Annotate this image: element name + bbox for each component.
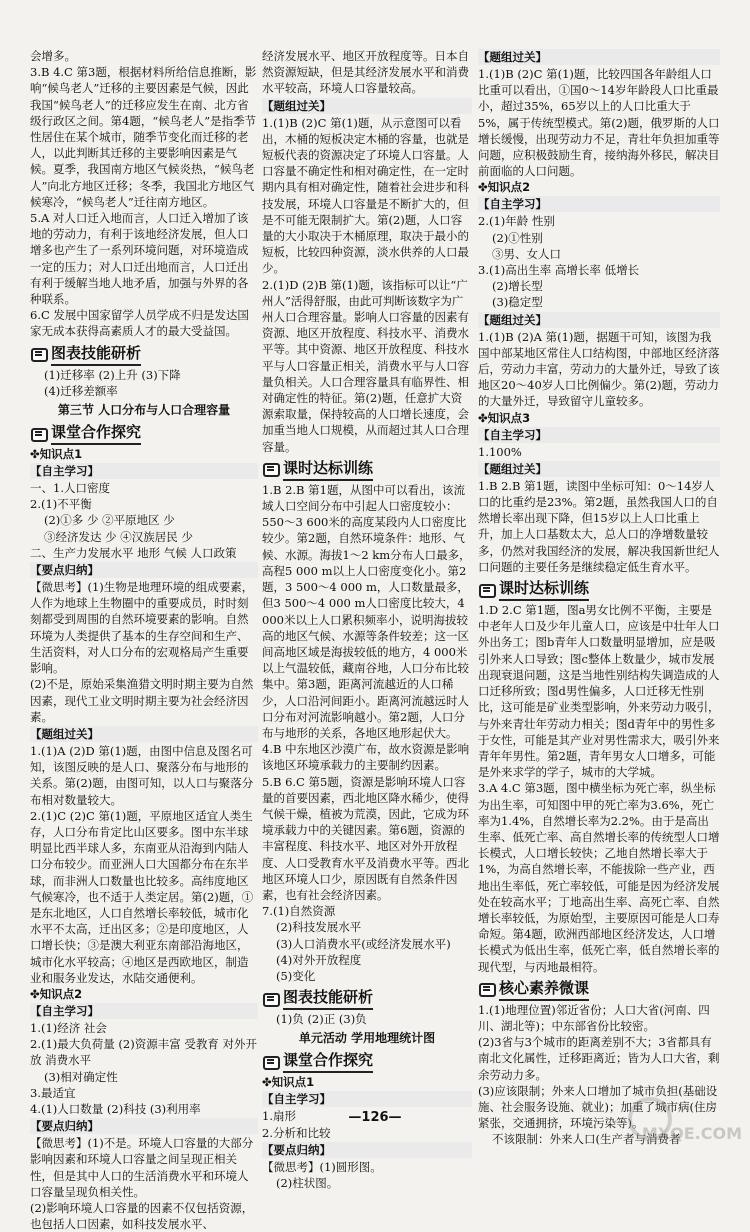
knowledge-point-label: ✤知识点3	[478, 410, 531, 425]
answer-text: 经济发展水平、地区开放程度等。日本自然资源短缺，但是其经济发展水平和消费水平较高，环境人口容量较高。	[262, 49, 469, 96]
bracket-heading: 【要点归纳】	[30, 1118, 258, 1134]
answer-text: 3.(1)高出生率 高增长率 低增长	[478, 263, 640, 278]
column-right	[478, 48, 720, 1148]
answer-text: 1.(1)B (2)C 第(1)题，从示意图可以看出，木桶的短板决定木桶的容量，也就是短板代表的资源决定了环境人口容量。人口容量不确定性和相对确定性，在一定时期内具有相对确定性，随着社会进步和科技发展，环境人口容量是不断扩大的，但是不可能无限制扩大。第(2)题，人口容量的大小取决于木桶原理，取决于最小的短板，比较四种资源，淡水供养的人口最少。	[262, 115, 469, 276]
book-icon	[262, 991, 280, 1006]
answer-text: 4.B 中东地区沙漠广布，故水资源是影响该地区环境承载力的主要制约因素。	[262, 742, 470, 773]
bracket-heading: 【要点归纳】	[262, 1142, 472, 1158]
section-heading-training: 课时达标训练	[262, 457, 472, 481]
answer-text: (5)变化	[276, 968, 316, 983]
book-icon	[478, 582, 496, 597]
bracket-heading: 【自主学习】	[30, 1003, 258, 1019]
answer-text: 【微思考】(1)生物是地理环境的组成要素，人作为地球上生物圈中的重要成员，时时刻刻都受到周围的自然环境要素的影响。自然环境为人类提供了基本的生存空间和生产、生活资料，对人口分布的宏观格局产生重要影响。	[30, 580, 254, 676]
section-heading-training: 课时达标训练	[478, 577, 720, 601]
answer-text: (2)①性别	[492, 230, 543, 245]
section-heading-chart-skills: 图表技能研析	[262, 986, 472, 1010]
answer-text: (4)对外开放程度	[276, 952, 362, 967]
answer-text: (3)相对确定性	[44, 1069, 118, 1084]
answer-text: 不该限制：外来人口(生产者与消费者	[492, 1132, 681, 1147]
bracket-heading: 【自主学习】	[262, 1091, 472, 1107]
knowledge-point-label: ✤知识点1	[30, 447, 83, 462]
answer-text: (2)影响环境人口容量的因素不仅包括资源，也包括人口因素，如科技发展水平、	[30, 1200, 254, 1232]
bracket-heading: 【自主学习】	[478, 427, 720, 443]
answer-text: (3)稳定型	[492, 295, 543, 310]
answer-text: 1.100%	[478, 444, 522, 459]
answer-text: ③男、女人口	[492, 246, 561, 261]
answer-text: 2.(1)不平衡	[30, 497, 92, 512]
answer-text: 1.(1)B (2)C 第(1)题，比较四国各年龄组人口比重可以看出，①国0～14岁年龄段人口比重最小，超过35%，65岁以上的人口比重大于5%，属于传统型模式。第(2)题，俄罗斯的人口增长缓慢，出现劳动力不足，青壮年负担加重等问题，应积极鼓励生育，接纳海外移民，解决目前面临的人口问题。	[478, 67, 720, 179]
section-heading-core-literacy: 核心素养微课	[478, 977, 720, 1001]
answer-text: 3.B 4.C 第3题，根据材料所给信息推断，影响“候鸟老人”迁移的主要因素是气候，因此我国“候鸟老人”的迁移应发生在南、北方省级行政区之间。第4题，“候鸟老人”是指季节性居住在某个城市，随季节变化而迁移的老人，以此判断其迁移的主要影响因素是气候。夏季，我国南方地区气候炎热，“候鸟老人”向北方地区迁移；冬季，我国北方地区气候寒冷，“候鸟老人”迁往南方地区。	[30, 65, 257, 209]
answer-text: 二、生产力发展水平 地形 气候 人口政策	[30, 545, 237, 560]
bracket-heading: 【题组过关】	[478, 461, 720, 477]
bracket-heading: 【自主学习】	[30, 463, 258, 479]
answer-text: 1.B 2.B 第1题，从图中可以看出，该流域人口空间分布中引起人口密度较小：550～3 600米的高度某段内人口密度比较少。第2题，自然环境条件：地形、气候、水源。海拔1～2 km分布人口最多，高程5 000 m以上人口密度变化小。第2题，3 500～4 000 m，人口数量最多，但3 500～4 000 m人口密度比较大，4 000米以上人口累积频率小，说明海拔较高的地区气候、水源等条件较差；这一区间高地区域是海拔较低的地方，4 000米以上气温较低，藏南谷地，人口分布比较集中。第3题，距离河流越近的人口稀少，人口沿河间距小。距离河流越远时人口分布对河流影响越小。第2题，人口分布与地形的关系，各地区地形起伏大。	[262, 482, 471, 740]
section-heading-class-inquiry: 课堂合作探究	[30, 421, 258, 445]
bracket-heading: 【题组过关】	[478, 312, 720, 328]
answer-text: 2.(1)年龄 性别	[478, 214, 555, 229]
knowledge-point-label: ✤知识点2	[30, 986, 83, 1001]
watermark-logo	[620, 1093, 742, 1143]
watermark-text: MXQE.COM	[641, 1124, 742, 1143]
column-middle	[262, 48, 472, 1191]
answer-text: 1.(1)A (2)D 第(1)题，由图中信息及图名可知，该图反映的是人口、聚落分布与地形的关系。第(2)题，由图可知，以人口与聚落分布相对数量较大。	[30, 743, 254, 807]
bracket-heading: 【题组过关】	[30, 726, 258, 742]
answer-text: (1)负 (2)正 (3)负	[276, 1012, 367, 1027]
answer-text: 1.(1)经济 社会	[30, 1020, 107, 1035]
answer-text: (2)科技发展水平	[276, 920, 362, 935]
answer-text: 5.B 6.C 第5题，资源是影响环境人口容量的首要因素，西北地区降水稀少，使得气候干燥，植被为荒漠，因此，它成为环境承载力中的关键因素。第6题，资源的丰富程度、科技水平、地区对外开放程度、人口受教育水平及消费水平等。西北地区环境人口少，原因既有自然条件因素，也有社会经济因素。	[262, 774, 469, 902]
answer-text: 2.(1)D (2)B 第(1)题，该指标可以让“广州人”活得舒服，由此可判断该数字为广州人口合理容量。影响人口容量的因素有资源、地区开放程度、科技水平、消费水平等。其中资源、地区开放程度、科技水平与人口容量正相关，消费水平与人口容量负相关。人口合理容量具有临界性、相对确定性的特征。第(2)题，任意扩大资源索取量，保持较高的人口增长速度，会加重当地人口规模，从而超过其人口合理容量。	[262, 277, 469, 454]
answer-text: (2)①多 少 ②平原地区 少	[44, 513, 175, 528]
answer-text: 【微思考】(1)不是。环境人口容量的大部分影响因素和环境人口容量之间呈现正相关性，但是其中人口的生活消费水平和环境人口容量呈现负相关性。	[30, 1136, 254, 1199]
answer-text: 2.分析和比较	[262, 1125, 331, 1140]
section-heading-chart-skills: 图表技能研析	[30, 342, 258, 366]
answer-text: (3)应该限制；外来人口增加了城市负担(基础设施、社会服务设施、就业)；加重了城市病(住房紧张，交通拥挤，环境污染等)。	[478, 1083, 718, 1131]
answer-text: 3.最适宜	[30, 1085, 76, 1100]
answer-text: (1)迁移率 (2)上升 (3)下降	[44, 367, 181, 382]
bracket-heading: 【题组过关】	[262, 98, 472, 114]
book-icon	[262, 1054, 280, 1069]
answer-text: 2.(1)C (2)C 第(1)题，平原地区适宜人类生存，人口分布肯定比山区要多。图中东半球明显比西半球人多，东南亚从沿海到内陆人口分布较少。而亚洲人口大国都分布在东半球，而非洲人口数量也比较多。高纬度地区气候寒冷，也不适于人类定居。第(2)题，①是东北地区，人口自然增长率较低，城市化水平不太高，迁出区多；②是印度地区，人口增长快；③是澳大利亚东南部沿海地区，城市化水平较高；④地区是西欧地区，制造业和服务业发达，水陆交通便利。	[30, 808, 254, 985]
answer-text: 1.(1)地理位置)邻近省份；人口大省(河南、四川、湖北等)；中东部省份比较密。	[478, 1002, 710, 1033]
answer-text: 6.C 发展中国家留学人员学成不归是发达国家无成本获得高素质人才的最大受益国。	[30, 308, 249, 339]
knowledge-point-label: ✤知识点1	[262, 1075, 315, 1090]
page-number: —126—	[348, 1110, 402, 1125]
answer-text: ③经济发达 少 ④汉族居民 少	[44, 529, 193, 544]
answer-text: 1.D 2.C 第1题，图a男女比例不平衡，主要是中老年人口及少年儿童人口，应该是中壮年人口外出务工；图b青年人口数量明显增加，应是吸引外来人口导致；图c整体上数量少，城市发展出现衰退问题，这是当地性别结构失调造成的人口迁移所致；图d男性偏多，人口迁移无性别比，这可能是矿业类型影响，外来劳动力吸引，与外来青壮年劳动力相关；图d青年中的男性多于女性，可能是其产业对男性需求大，吸引外来青年年男性。第2题，青年男女人口增多，可能是外来求学的学子，城市的大学城。	[478, 603, 720, 780]
answer-text: (2)3省与3个城市的距离差别不大；3省都具有南北文化属性，迁移距离近；皆为人口大省，剩余劳动力多。	[478, 1035, 720, 1082]
answer-text: 5.A 对人口迁入地而言，人口迁入增加了该地的劳动力，有利于该地经济发展，但人口增多也产生了一系列环境问题，对环境造成一定的压力；对人口迁出地而言，人口迁出有利于缓解当地人地矛盾，加强与外界的各种联系。	[30, 211, 249, 307]
answer-text: (2)增长型	[492, 279, 543, 294]
answer-text: 【微思考】(1)圆形图。	[262, 1159, 382, 1174]
book-icon	[262, 461, 280, 476]
answer-text: 1.(1)B (2)A 第(1)题，据题干可知，该图为我国中部某地区常住人口结构图，中部地区经济落后，劳动力丰富，劳动力的大量外迁，导致了该地区20～40岁人口比例偏少。第(2)题，劳动力的大量外迁，导致留守儿童较多。	[478, 329, 720, 409]
bracket-heading: 【题组过关】	[478, 49, 720, 65]
answer-text: 1.B 2.B 第1题，读图中坐标可知：0～14岁人口的比重约是23%。第2题，虽然我国人口的自然增长率出现下降，但15岁以上人口比重上升，加上人口基数太大，总人口的净增数量较多，仍然对我国经济的发展，解决我国新世纪人口问题的主要任务是继续稳定低生育水平。	[478, 478, 720, 574]
bracket-heading: 【自主学习】	[478, 196, 720, 212]
answer-text: 一、1.人口密度	[30, 481, 110, 496]
column-left	[30, 48, 258, 1232]
section-title: 第三节 人口分布与人口合理容量	[57, 403, 231, 418]
book-icon	[30, 426, 48, 441]
answer-text: (2)柱状图。	[276, 1175, 339, 1190]
answer-text: (4)迁移差额率	[44, 383, 118, 398]
answer-text: 4.(1)人口数量 (2)科技 (3)利用率	[30, 1101, 201, 1116]
answer-text: 2.(1)最大负荷量 (2)资源丰富 受教育 对外开放 消费水平	[30, 1037, 258, 1068]
bracket-heading: 【要点归纳】	[30, 562, 258, 578]
answer-text: 7.(1)自然资源	[262, 904, 336, 919]
answer-text: (2)不是，原始采集渔猎文明时期主要为自然因素，现代工业文明时期主要为社会经济因素。	[30, 677, 254, 724]
section-title: 单元活动 学用地理统计图	[298, 1031, 436, 1046]
knowledge-point-label: ✤知识点2	[478, 180, 531, 195]
answer-text: 1.扇形	[262, 1109, 296, 1124]
book-icon	[478, 981, 496, 996]
answer-text: 会增多。	[30, 49, 76, 63]
answer-text: 3.A 4.C 第3题，图中横坐标为死亡率，纵坐标为出生率，可知图中甲的死亡率为3.6%，死亡率为1.4%，自然增长率为2.2%。由于是高出生率、低死亡率、高自然增长率的传统型人口增长模式，人口增长较快；乙地自然增长率大于1%，为高自然增长率，不能拔除一些产业，西地出生率低，死亡率较低，可能是因为经济发展处在较高水平；丁地高出生率、高死亡率、自然增长率较低，为原始型，主要原因可能是人口寿命短。第4题，欧洲西部地区经济发达，人口增长模式为低出生率，低死亡率，低自然增长率的现代型，与丙地最相符。	[478, 781, 720, 974]
book-icon	[30, 346, 48, 361]
section-heading-class-inquiry: 课堂合作探究	[262, 1049, 472, 1073]
answer-text: (3)人口消费水平(或经济发展水平)	[276, 936, 451, 951]
